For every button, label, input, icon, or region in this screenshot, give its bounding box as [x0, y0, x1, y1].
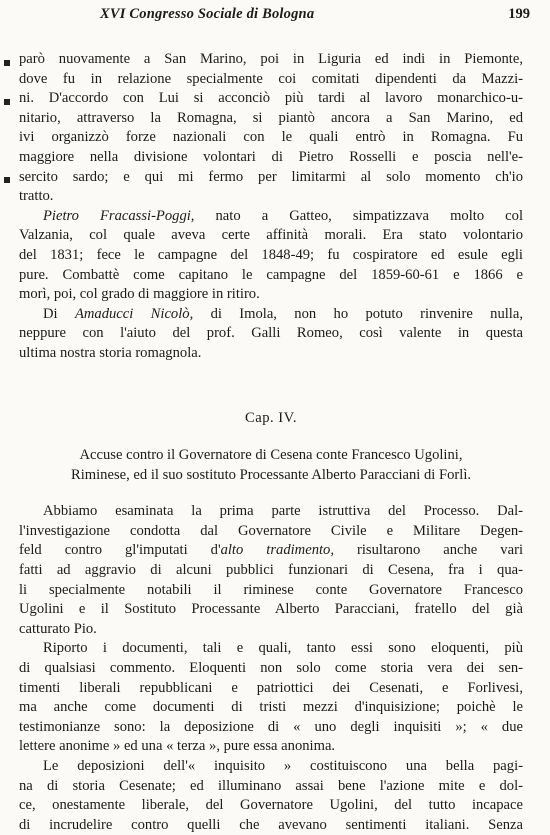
text-line: lettere anonime » ed una « terza », pure essa anonima. [19, 738, 336, 755]
text-line: di incrudelire contro quelli che avevano sentimenti italiani. Senza [19, 816, 523, 833]
page-header [50, 6, 542, 26]
text-line: sercito sardo; e qui mi fermo per limitarmi al solo momento ch'io [19, 168, 523, 185]
text-line: parò nuovamente a San Marino, poi in Liguria ed indi in Piemonte, [19, 51, 523, 67]
text-line: di qualsiasi commento. Eloquenti non solo come storia vera dei sen- [19, 660, 523, 677]
text-line: catturato Pio. [19, 620, 97, 637]
text-line: ce, onestamente liberale, del Governatore Ugolini, del tutto incapace [19, 797, 523, 814]
text-line: Riporto i documenti, tali e quali, tanto essi sono eloquenti, più [43, 640, 523, 657]
chapter-subtitle: Accuse contro il Governatore di Cesena conte Francesco Ugolini, [79, 447, 463, 464]
text-line: Pietro Fracassi-Poggi, nato a Gatteo, simpatizzava molto col [43, 207, 524, 224]
margin-mark [4, 60, 10, 66]
body-text [19, 50, 523, 835]
chapter-title: Cap. IV. [245, 409, 297, 426]
text-line: Ugolini e il Sostituto Processante Alberto Paracciani, fratello del già [19, 601, 523, 618]
person-name: Pietro Fracassi-Poggi, [43, 207, 195, 224]
text-line: fatti ad aggravio di alcuni pubblici funzionari di Cesena, fra i qua- [19, 562, 523, 579]
text-line: morì, poi, col grado di maggiore in ritiro. [19, 286, 260, 303]
running-head: XVI Congresso Sociale di Bologna [100, 6, 315, 22]
text-line: Abbiamo esaminata la prima parte istruttiva del Processo. Dal- [43, 503, 523, 520]
text-line: ivi organizzò forze nazionali con le quali entrò in Romagna. Fu [19, 129, 523, 146]
margin-mark [4, 177, 10, 183]
text-line: ma anche come documenti di tristi mezzi d'inquisizione; poichè le [19, 699, 523, 716]
text-line: ultima nostra storia romagnola. [19, 344, 202, 361]
text-line: pure. Combattè come capitano le campagne del 1859-60-61 e 1866 e [19, 266, 523, 283]
chapter-subtitle: Riminese, ed il suo sostituto Processante Alberto Paracciani di Forlì. [70, 466, 472, 483]
text-line: l'investigazione condotta dal Governatore Civile e Militare Degen- [19, 522, 523, 539]
text-line: na di storia Cesenate; ed illuminano assai bene l'azione mite e dol- [19, 777, 523, 794]
page-number: 199 [508, 6, 530, 22]
text-line: neppure con l'aiuto del prof. Galli Romeo, così valente in questa [19, 325, 523, 342]
text-line: Di Amaducci Nicolò, di Imola, non ho potuto rinvenire nulla, [43, 305, 523, 322]
text-line: feld contro gl'imputati d'alto tradimento, risultarono anche vari [19, 542, 523, 559]
text-line: tratto. [19, 188, 54, 205]
text-line: del 1831; fece le campagne del 1848-49; fu cospiratore ed esule egli [19, 246, 523, 263]
text-line: Le deposizioni dell'« inquisito » costituiscono una bella pagi- [43, 758, 523, 774]
margin-mark [4, 99, 10, 105]
text-line: ni. D'accordo con Lui si acconciò più tardi al lavoro monarchico-u- [19, 90, 523, 107]
text-line: testimonianze sono: la deposizione di « uno degli inquisiti »; « due [19, 718, 523, 735]
text-line: nitario, attraverso la Romagna, si piantò ancora a San Marino, ed [19, 109, 523, 126]
text-line: Valzania, col quale aveva certe affinità morali. Era stato volontario [19, 227, 523, 244]
text-line: maggiore nella divisione volontari di Pietro Rosselli e poscia nell'e- [19, 148, 523, 165]
text-line: dove fu in relazione specialmente coi comitati dipendenti da Mazzi- [19, 70, 523, 87]
text-line: timenti liberali repubblicani e patriottici dei Cesenati, e Forlivesi, [19, 679, 523, 696]
person-name: Amaducci Nicolò, [74, 305, 194, 322]
text-line: li specialmente notabili il riminese conte Governatore Francesco [19, 581, 523, 598]
